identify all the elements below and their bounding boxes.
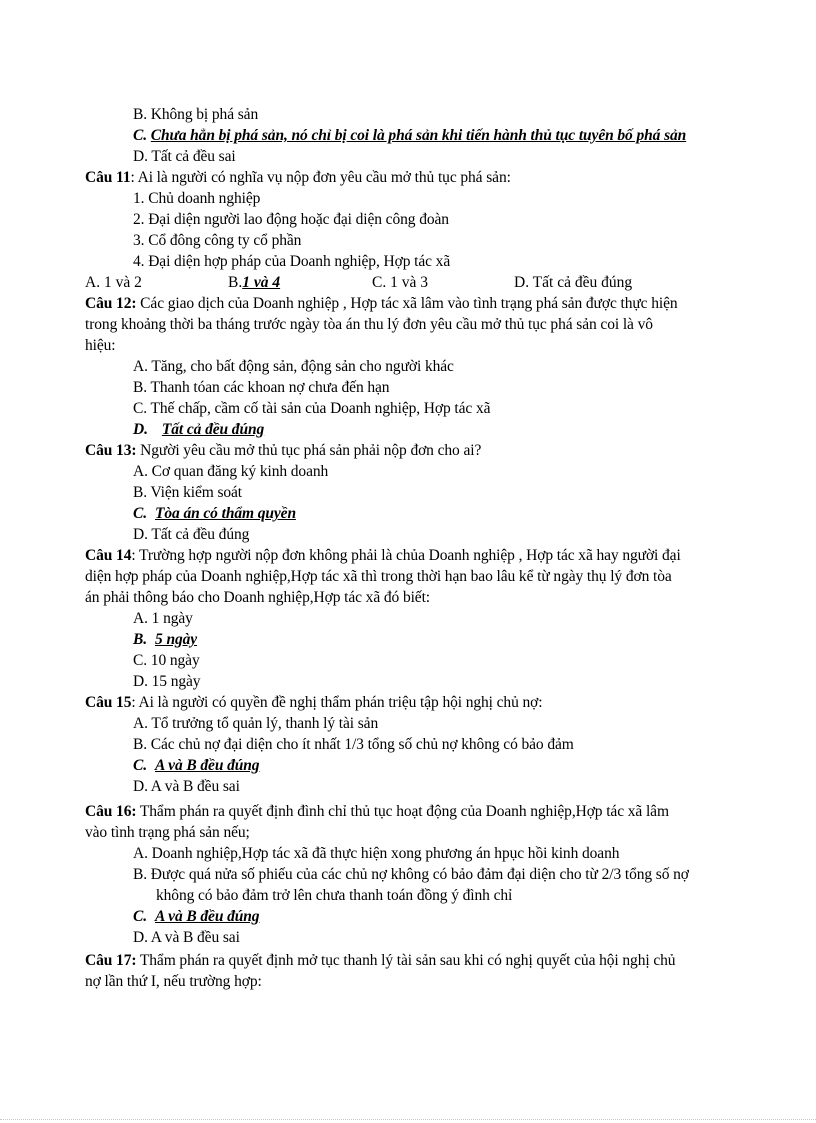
q11-item-4: 4. Đại diện hợp pháp của Doanh nghiệp, Hợp tác xã xyxy=(133,253,451,270)
option-letter: C. xyxy=(133,757,148,774)
correct-answer-text: A và B đều đúng xyxy=(155,908,260,925)
q16-option-d: D. A và B đều sai xyxy=(133,929,240,946)
q11-item-3: 3. Cổ đông công ty cổ phần xyxy=(133,232,302,249)
q13-option-a: A. Cơ quan đăng ký kinh doanh xyxy=(133,463,329,480)
q15-option-b: B. Các chủ nợ đại diện cho ít nhất 1/3 tổng số chủ nợ không có bảo đảm xyxy=(133,736,574,753)
question-16-line-2: vào tình trạng phá sản nếu; xyxy=(85,824,250,841)
question-text: Các giao dịch của Doanh nghiệp , Hợp tác xã lâm vào tình trạng phá sản được thực hiện xyxy=(136,295,678,312)
prev-option-c-answer xyxy=(133,125,686,146)
q12-option-c: C. Thế chấp, cầm cố tài sản của Doanh nghiệp, Hợp tác xã xyxy=(133,400,491,417)
question-label: Câu 11 xyxy=(85,169,131,186)
q11-option-b-answer xyxy=(228,272,280,293)
option-letter: B. xyxy=(228,274,243,291)
q11-item-2: 2. Đại diện người lao động hoặc đại diện công đoàn xyxy=(133,211,449,228)
q16-option-a: A. Doanh nghiệp,Hợp tác xã đã thực hiện xong phương án hpục hồi kinh doanh xyxy=(133,845,620,862)
q14-option-b-answer xyxy=(133,629,197,650)
question-17 xyxy=(85,950,675,971)
q12-option-a: A. Tăng, cho bất động sản, động sản cho người khác xyxy=(133,358,454,375)
prev-option-d: D. Tất cả đều sai xyxy=(133,148,236,165)
q14-option-a: A. 1 ngày xyxy=(133,610,193,627)
q15-option-a: A. Tổ trưởng tổ quản lý, thanh lý tài sản xyxy=(133,715,379,732)
question-text: : Trường hợp người nộp đơn không phải là chủa Doanh nghiệp , Hợp tác xã hay người đại xyxy=(131,547,681,564)
question-16 xyxy=(85,801,669,822)
page-bottom-border xyxy=(0,1119,816,1120)
option-letter: C. xyxy=(133,505,148,522)
q16-option-b: B. Được quá nửa số phiếu của các chủ nợ không có bảo đảm đại diện cho từ 2/3 tổng số nợ xyxy=(133,866,689,883)
correct-answer-text: 5 ngày xyxy=(155,631,198,648)
prev-option-b: B. Không bị phá sản xyxy=(133,106,259,123)
question-12-line-3: hiệu: xyxy=(85,337,116,354)
question-14-line-3: án phải thông báo cho Doanh nghiệp,Hợp tác xã đó biết: xyxy=(85,589,431,606)
question-12-line-2: trong khoảng thời ba tháng trước ngày tòa án thu lý đơn yêu cầu mở thủ tục phá sản coi là vô xyxy=(85,316,653,333)
question-label: Câu 14 xyxy=(85,547,132,564)
correct-answer-text: Tất cả đều đúng xyxy=(161,421,265,438)
q15-option-c-answer xyxy=(133,755,259,776)
question-text: Thẩm phán ra quyết định mở tục thanh lý tài sản sau khi có nghị quyết của hội nghị chủ xyxy=(136,952,676,969)
question-12 xyxy=(85,293,678,314)
correct-answer-text: A và B đều đúng xyxy=(155,757,260,774)
q13-option-b: B. Viện kiểm soát xyxy=(133,484,243,501)
q11-option-a: A. 1 và 2 xyxy=(85,274,142,291)
q11-option-c: C. 1 và 3 xyxy=(372,274,428,291)
question-text: : Ai là người có nghĩa vụ nộp đơn yêu cầu mở thủ tục phá sản: xyxy=(130,169,511,186)
question-11 xyxy=(85,167,511,188)
q16-option-b-line-2: không có bảo đảm trở lên chưa thanh toán đồng ý đình chỉ xyxy=(156,887,513,904)
q12-option-d-answer xyxy=(133,419,264,440)
q11-item-1: 1. Chủ doanh nghiệp xyxy=(133,190,261,207)
q11-option-d: D. Tất cả đều đúng xyxy=(514,274,633,291)
question-14-line-2: diện hợp pháp của Doanh nghiệp,Hợp tác xã thì trong thời hạn bao lâu kể từ ngày thụ lý đơn tòa xyxy=(85,568,672,585)
question-14 xyxy=(85,545,681,566)
correct-answer-text: Chưa hẳn bị phá sản, nó chỉ bị coi là phá sản khi tiến hành thủ tục tuyên bố phá sản xyxy=(150,127,687,144)
option-letter: D. xyxy=(133,421,148,438)
question-15 xyxy=(85,692,542,713)
question-label: Câu 13: xyxy=(85,442,137,459)
q13-option-c-answer xyxy=(133,503,296,524)
correct-answer-text: Tòa án có thẩm quyền xyxy=(155,505,296,522)
option-letter: B. xyxy=(133,631,148,648)
correct-answer-text: 1 và 4 xyxy=(242,274,281,291)
q13-option-d: D. Tất cả đều đúng xyxy=(133,526,250,543)
question-label: Câu 12: xyxy=(85,295,137,312)
question-13 xyxy=(85,440,481,461)
q12-option-b: B. Thanh tóan các khoan nợ chưa đến hạn xyxy=(133,379,390,396)
q15-option-d: D. A và B đều sai xyxy=(133,778,240,795)
question-label: Câu 15 xyxy=(85,694,132,711)
question-text: Thẩm phán ra quyết định đình chỉ thủ tục hoạt động của Doanh nghiệp,Hợp tác xã lâm xyxy=(136,803,669,820)
question-17-line-2: nợ lần thứ I, nếu trường hợp: xyxy=(85,973,262,990)
question-label: Câu 17: xyxy=(85,952,137,969)
q14-option-c: C. 10 ngày xyxy=(133,652,200,669)
option-letter: C. xyxy=(133,908,148,925)
question-text: : Ai là người có quyền đề nghị thẩm phán triệu tập hội nghị chủ nợ: xyxy=(131,694,543,711)
q14-option-d: D. 15 ngày xyxy=(133,673,201,690)
question-label: Câu 16: xyxy=(85,803,137,820)
q16-option-c-answer xyxy=(133,906,259,927)
option-letter: C. xyxy=(133,127,148,144)
question-text: Người yêu cầu mở thủ tục phá sản phải nộp đơn cho ai? xyxy=(136,442,482,459)
